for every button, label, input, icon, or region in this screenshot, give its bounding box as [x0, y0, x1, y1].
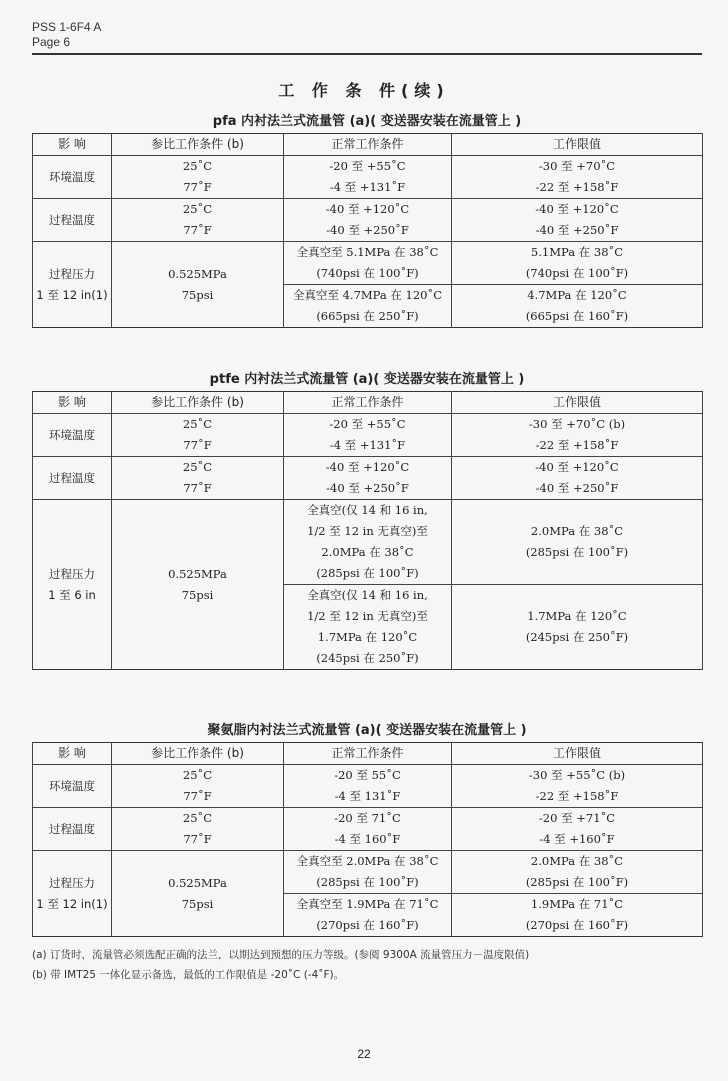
- cell: 25˚C: [112, 414, 284, 436]
- table-pfa: [32, 133, 703, 328]
- cell: 2.0MPa 在 38˚C: [284, 542, 452, 563]
- pressure-label: 过程压力: [49, 566, 95, 581]
- cell: 77˚F: [112, 220, 284, 242]
- cell: (245psi 在 250˚F): [284, 648, 452, 670]
- cell: (740psi 在 100˚F): [284, 263, 452, 285]
- cell: 1/2 至 12 in 无真空)至: [284, 606, 452, 627]
- cell: -20 至 +55˚C: [284, 414, 452, 436]
- cell: -30 至 +55˚C (b): [452, 765, 703, 787]
- col-header-reference: 参比工作条件 (b): [112, 392, 284, 414]
- cell: (270psi 在 160˚F): [284, 915, 452, 937]
- col-header-limit: 工作限值: [452, 392, 703, 414]
- cell: -4 至 +160˚F: [452, 829, 703, 851]
- cell: 25˚C: [112, 156, 284, 178]
- table-ptfe: [32, 391, 703, 670]
- cell: 全真空至 5.1MPa 在 38˚C: [284, 242, 452, 264]
- cell: -30 至 +70˚C: [452, 156, 703, 178]
- cell: (285psi 在 100˚F): [284, 872, 452, 894]
- limit-block: [452, 500, 703, 585]
- cell: 0.525MPa: [168, 566, 227, 581]
- pressure-label: 过程压力: [49, 875, 95, 890]
- col-header-reference: 参比工作条件 (b): [112, 134, 284, 156]
- col-header-influence: 影 响: [33, 743, 112, 765]
- cell: 77˚F: [112, 829, 284, 851]
- cell: 1/2 至 12 in 无真空)至: [284, 521, 452, 542]
- table-caption-polyurethane: 聚氨脂内衬法兰式流量管 (a)( 变送器安装在流量管上 ): [207, 723, 527, 738]
- row-label-process-temp: 过程温度: [33, 199, 112, 242]
- cell: 1.9MPa 在 71˚C: [452, 894, 703, 916]
- header-rule: [32, 53, 702, 55]
- col-header-influence: 影 响: [33, 392, 112, 414]
- pressure-ref: [112, 500, 284, 670]
- cell: (285psi 在 100˚F): [525, 545, 629, 559]
- page-header: [32, 20, 101, 50]
- cell: 77˚F: [112, 786, 284, 808]
- cell: 全真空至 2.0MPa 在 38˚C: [284, 851, 452, 873]
- cell: 77˚F: [112, 177, 284, 199]
- pressure-size: 1 至 12 in(1): [36, 896, 108, 911]
- cell: 5.1MPa 在 38˚C: [452, 242, 703, 264]
- cell: 25˚C: [112, 199, 284, 221]
- cell: -4 至 +131˚F: [284, 177, 452, 199]
- cell: -40 至 +250˚F: [284, 478, 452, 500]
- cell: 0.525MPa: [168, 266, 227, 281]
- cell: -4 至 131˚F: [284, 786, 452, 808]
- col-header-normal: 正常工作条件: [284, 134, 452, 156]
- cell: -22 至 +158˚F: [452, 435, 703, 457]
- col-header-influence: 影 响: [33, 134, 112, 156]
- row-label-pressure: [33, 500, 112, 670]
- cell: (665psi 在 160˚F): [452, 306, 703, 328]
- cell: -22 至 +158˚F: [452, 177, 703, 199]
- cell: -20 至 +55˚C: [284, 156, 452, 178]
- cell: 77˚F: [112, 478, 284, 500]
- pressure-label: 过程压力: [49, 266, 95, 281]
- page-label: Page 6: [32, 35, 71, 49]
- footnotes: [32, 945, 529, 985]
- limit-block: [452, 585, 703, 670]
- cell: 25˚C: [112, 457, 284, 479]
- row-label-ambient: 环境温度: [33, 156, 112, 199]
- page-title: 工 作 条 件(续): [278, 81, 450, 100]
- row-label-pressure: [33, 242, 112, 328]
- col-header-limit: 工作限值: [452, 134, 703, 156]
- cell: 0.525MPa: [168, 875, 227, 890]
- table-caption-pfa: pfa 内衬法兰式流量管 (a)( 变送器安装在流量管上 ): [212, 114, 522, 129]
- cell: -40 至 +120˚C: [452, 199, 703, 221]
- cell: -40 至 +250˚F: [452, 478, 703, 500]
- pressure-size: 1 至 6 in: [48, 587, 96, 602]
- row-label-process-temp: 过程温度: [33, 457, 112, 500]
- cell: 全真空(仅 14 和 16 in,: [284, 585, 452, 607]
- pressure-ref: [112, 851, 284, 937]
- col-header-normal: 正常工作条件: [284, 743, 452, 765]
- cell: (270psi 在 160˚F): [452, 915, 703, 937]
- col-header-normal: 正常工作条件: [284, 392, 452, 414]
- page-number: 22: [357, 1047, 371, 1061]
- row-label-ambient: 环境温度: [33, 765, 112, 808]
- row-label-pressure: [33, 851, 112, 937]
- doc-id: PSS 1-6F4 A: [32, 20, 102, 34]
- cell: 全真空至 1.9MPa 在 71˚C: [284, 894, 452, 916]
- cell: 全真空(仅 14 和 16 in,: [284, 500, 452, 522]
- cell: (245psi 在 250˚F): [525, 630, 629, 644]
- cell: 75psi: [181, 896, 214, 911]
- cell: 75psi: [181, 587, 214, 602]
- cell: 2.0MPa 在 38˚C: [530, 524, 624, 538]
- cell: (665psi 在 250˚F): [284, 306, 452, 328]
- cell: 25˚C: [112, 808, 284, 830]
- cell: -20 至 71˚C: [284, 808, 452, 830]
- cell: -20 至 +71˚C: [452, 808, 703, 830]
- cell: -30 至 +70˚C (b): [452, 414, 703, 436]
- cell: -40 至 +120˚C: [452, 457, 703, 479]
- row-label-process-temp: 过程温度: [33, 808, 112, 851]
- pressure-ref: [112, 242, 284, 328]
- cell: 全真空至 4.7MPa 在 120˚C: [284, 285, 452, 307]
- cell: 77˚F: [112, 435, 284, 457]
- table-polyurethane: [32, 742, 703, 937]
- cell: -40 至 +250˚F: [452, 220, 703, 242]
- cell: -40 至 +120˚C: [284, 457, 452, 479]
- cell: 75psi: [181, 287, 214, 302]
- footnote-b: (b) 带 IMT25 一体化显示备选，最低的工作限值是 -20˚C (-4˚F)。: [32, 969, 345, 981]
- cell: -40 至 +120˚C: [284, 199, 452, 221]
- footnote-a: (a) 订货时，流量管必须选配正确的法兰，以期达到预想的压力等级。(参阅 9300A 流量管压力－温度限值): [32, 949, 530, 961]
- cell: (285psi 在 100˚F): [284, 563, 452, 585]
- cell: -4 至 160˚F: [284, 829, 452, 851]
- cell: -22 至 +158˚F: [452, 786, 703, 808]
- col-header-reference: 参比工作条件 (b): [112, 743, 284, 765]
- cell: (740psi 在 100˚F): [452, 263, 703, 285]
- col-header-limit: 工作限值: [452, 743, 703, 765]
- cell: 2.0MPa 在 38˚C: [452, 851, 703, 873]
- cell: (285psi 在 100˚F): [452, 872, 703, 894]
- cell: -40 至 +250˚F: [284, 220, 452, 242]
- cell: 25˚C: [112, 765, 284, 787]
- cell: 1.7MPa 在 120˚C: [284, 627, 452, 648]
- cell: 1.7MPa 在 120˚C: [527, 609, 627, 623]
- table-caption-ptfe: ptfe 内衬法兰式流量管 (a)( 变送器安装在流量管上 ): [209, 372, 525, 387]
- pressure-size: 1 至 12 in(1): [36, 287, 108, 302]
- cell: 4.7MPa 在 120˚C: [452, 285, 703, 307]
- cell: -20 至 55˚C: [284, 765, 452, 787]
- row-label-ambient: 环境温度: [33, 414, 112, 457]
- cell: -4 至 +131˚F: [284, 435, 452, 457]
